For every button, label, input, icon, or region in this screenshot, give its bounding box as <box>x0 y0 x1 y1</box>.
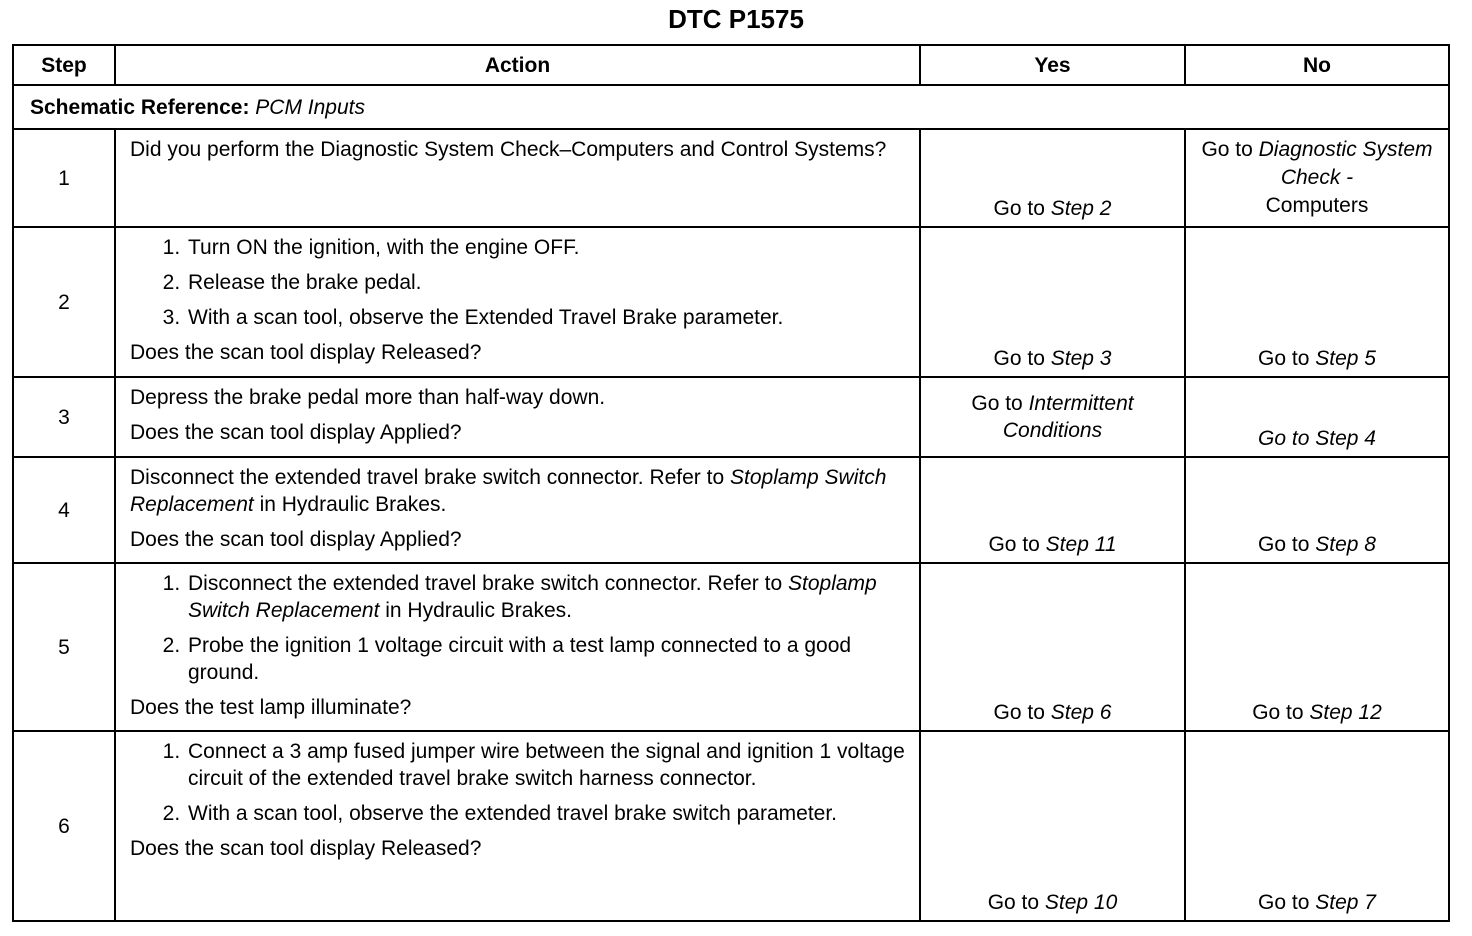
header-action: Action <box>115 45 920 85</box>
yes-cell <box>920 227 1185 377</box>
yes-prefix: Go to <box>993 701 1051 724</box>
action-text: Depress the brake pedal more than half-way down. <box>130 386 606 409</box>
action-question: Does the scan tool display Released? <box>130 341 482 364</box>
table-row <box>13 457 1449 563</box>
yes-prefix: Go to <box>993 347 1051 370</box>
no-prefix: Go to <box>1258 891 1316 914</box>
step-number: 4 <box>13 457 115 563</box>
action-question: Does the scan tool display Released? <box>130 837 482 860</box>
step-number: 1 <box>13 129 115 227</box>
no-suffix: Computers <box>1265 194 1369 217</box>
action-item-post: in Hydraulic Brakes. <box>379 599 572 622</box>
action-cell <box>115 563 920 731</box>
yes-cell <box>920 457 1185 563</box>
action-cell <box>115 377 920 457</box>
yes-link[interactable]: Intermittent Conditions <box>1002 392 1134 442</box>
action-text-post: in Hydraulic Brakes. <box>253 493 447 516</box>
action-question: Does the scan tool display Applied? <box>130 528 462 551</box>
action-text <box>130 464 907 518</box>
no-link[interactable]: Step 5 <box>1315 347 1376 370</box>
no-prefix: Go to <box>1252 701 1310 724</box>
action-reference: Stoplamp Switch Replacement <box>130 466 887 516</box>
no-cell <box>1185 731 1449 921</box>
no-prefix: Go to <box>1258 347 1316 370</box>
action-text: Did you perform the Diagnostic System Check–Computers and Control Systems? <box>130 138 887 161</box>
action-list <box>130 234 907 331</box>
no-link[interactable]: Diagnostic System Check - <box>1258 138 1433 189</box>
yes-link[interactable]: Step 2 <box>1050 197 1112 220</box>
action-cell <box>115 457 920 563</box>
no-cell <box>1185 563 1449 731</box>
yes-prefix: Go to <box>971 392 1029 415</box>
schematic-reference-value: PCM Inputs <box>255 95 365 119</box>
action-question: Does the scan tool display Applied? <box>130 421 462 444</box>
header-step: Step <box>13 45 115 85</box>
schematic-reference-label: Schematic Reference: <box>30 95 250 119</box>
header-yes: Yes <box>920 45 1185 85</box>
no-prefix: Go to <box>1258 533 1316 556</box>
table-row <box>13 129 1449 227</box>
no-link[interactable]: Step 12 <box>1309 701 1382 724</box>
step-number: 3 <box>13 377 115 457</box>
table-row <box>13 563 1449 731</box>
no-cell <box>1185 129 1449 227</box>
yes-cell <box>920 731 1185 921</box>
schematic-reference-row <box>13 85 1449 129</box>
header-row <box>13 45 1449 85</box>
no-cell <box>1185 227 1449 377</box>
yes-cell <box>920 563 1185 731</box>
yes-cell <box>920 377 1185 457</box>
table-row <box>13 227 1449 377</box>
action-list <box>130 570 907 686</box>
action-item: 2. Release the brake pedal. <box>186 269 907 296</box>
action-cell <box>115 227 920 377</box>
yes-link[interactable]: Step 6 <box>1050 701 1112 724</box>
action-item: 2. Probe the ignition 1 voltage circuit with a test lamp connected to a good ground. <box>186 632 907 686</box>
schematic-reference <box>13 85 1449 129</box>
yes-link[interactable]: Step 3 <box>1050 347 1112 370</box>
step-number: 6 <box>13 731 115 921</box>
no-cell <box>1185 377 1449 457</box>
step-number: 2 <box>13 227 115 377</box>
action-item-pre: Disconnect the extended travel brake switch connector. Refer to <box>188 572 788 595</box>
action-item: 1. Connect a 3 amp fused jumper wire between the signal and ignition 1 voltage circuit of the extended travel brake switch harness connector. <box>186 738 907 792</box>
yes-link[interactable]: Step 11 <box>1045 533 1117 556</box>
action-cell <box>115 129 920 227</box>
action-item: 2. With a scan tool, observe the extended travel brake switch parameter. <box>186 800 907 827</box>
no-link[interactable]: Step 8 <box>1315 533 1376 556</box>
action-item <box>186 570 907 624</box>
action-list <box>130 738 907 827</box>
step-number: 5 <box>13 563 115 731</box>
yes-prefix: Go to <box>988 533 1046 556</box>
table-row <box>13 731 1449 921</box>
no-link[interactable]: Go to Step 4 <box>1258 427 1376 450</box>
table-row <box>13 377 1449 457</box>
no-link[interactable]: Step 7 <box>1315 891 1376 914</box>
action-item: 3. With a scan tool, observe the Extended Travel Brake parameter. <box>186 304 907 331</box>
yes-link[interactable]: Step 10 <box>1044 891 1118 914</box>
action-question: Does the test lamp illuminate? <box>130 696 412 719</box>
yes-prefix: Go to <box>993 197 1051 220</box>
action-text-pre: Disconnect the extended travel brake switch connector. Refer to <box>130 466 730 489</box>
yes-prefix: Go to <box>987 891 1045 914</box>
no-prefix: Go to <box>1201 138 1259 161</box>
no-cell <box>1185 457 1449 563</box>
diagnostic-table <box>12 44 1450 922</box>
header-no: No <box>1185 45 1449 85</box>
document-title: DTC P1575 <box>668 4 804 34</box>
action-item: 1. Turn ON the ignition, with the engine OFF. <box>186 234 907 261</box>
action-reference: Stoplamp Switch Replacement <box>188 572 877 622</box>
action-cell <box>115 731 920 921</box>
yes-cell <box>920 129 1185 227</box>
